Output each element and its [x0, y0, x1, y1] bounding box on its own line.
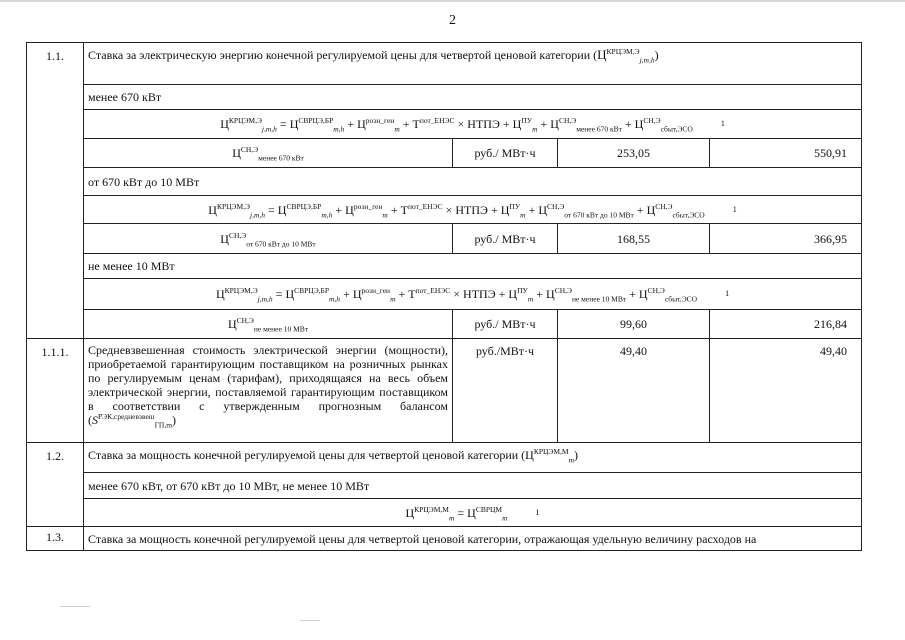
unit: руб./ МВт·ч	[453, 224, 558, 254]
row-title: Ставка за мощность конечной регулируемой цены для четвертой ценовой категории, отражающая удельную величину расходов на	[84, 527, 862, 551]
footnote-mark: 1	[732, 204, 737, 214]
formula	[84, 499, 862, 527]
value-1: 168,55	[558, 224, 710, 254]
component-symbol: $Ц^{СН,Э}_{от 670 кВт до 10 МВт}$	[84, 224, 453, 254]
price-symbol: Ц	[597, 47, 607, 62]
row-title: Ставка за мощность конечной регулируемой цены для четвертой ценовой категории $(Ц^{КРЦЭМ,М}_m)$	[84, 443, 862, 473]
value-2: 366,95	[710, 224, 862, 254]
symbol-subscript: j,m,h	[639, 55, 655, 65]
band-label-row	[27, 85, 862, 110]
tariff-table	[26, 42, 862, 551]
component-symbol: $Ц^{СН,Э}_{менее 670 кВт}$	[84, 139, 453, 168]
row-1-2	[27, 443, 862, 473]
band-label-row	[27, 473, 862, 499]
row-1-1-1	[27, 339, 862, 443]
value-row	[27, 310, 862, 339]
title-text: Ставка за электрическую энергию конечной регулируемой цены для четвертой ценовой категории (	[88, 48, 598, 62]
value-row	[27, 224, 862, 254]
formula-expression: $Ц^{КРЦЭМ,Э}_{j,m,h} = Ц^{СВРЦЭ,БР}_{m,h} + Ц^{розн\_ген}_m + Т^{пот\_ЕНЭС}$ × НТПЭ + $Ц^{ПУ}_m + Ц^{СН,Э}_{от 670 кВт до 10 МВт} + Ц^{СН,Э}_{сбыт,ЭСО}$	[208, 201, 705, 219]
formula	[84, 110, 862, 139]
title-text: Ставка за мощность конечной регулируемой цены для четвертой ценовой категории (	[88, 448, 526, 462]
balance-symbol: S	[92, 413, 98, 427]
footnote-mark: 1	[720, 119, 725, 128]
formula-row	[27, 196, 862, 224]
band-label: не менее 10 МВт	[84, 254, 862, 279]
value-2: 216,84	[710, 310, 862, 339]
formula-row	[27, 110, 862, 139]
value-row	[27, 139, 862, 168]
value-2: 49,40	[710, 339, 862, 443]
value-1: 253,05	[558, 139, 710, 168]
formula-row	[27, 499, 862, 527]
unit: руб./ МВт·ч	[453, 310, 558, 339]
band-label: менее 670 кВт	[84, 85, 862, 110]
unit: руб./ МВт·ч	[453, 139, 558, 168]
value-2: 550,91	[710, 139, 862, 168]
component-symbol: $Ц^{СН,Э}_{не менее 10 МВт}$	[84, 310, 453, 339]
formula	[84, 279, 862, 310]
formula-expression: $Ц^{КРЦЭМ,Э}_{j,m,h} = Ц^{СВРЦЭ,БР}_{m,h} + Ц^{розн\_ген}_m + Т^{пот\_ЕНЭС}$ × НТПЭ + $Ц^{ПУ}_m + Ц^{СН,Э}_{менее 670 кВт} + Ц^{СН,Э}_{сбыт,ЭСО}$	[220, 116, 693, 134]
scan-top-edge	[0, 0, 905, 2]
scan-artifact	[60, 606, 90, 607]
symbol-superscript: КРЦЭМ,Э	[606, 47, 640, 56]
value-1: 99,60	[558, 310, 710, 339]
formula-expression: $Ц^{КРЦЭМ,Э}_{j,m,h} = Ц^{СВРЦЭ,БР}_{m,h} + Ц^{розн\_ген}_m + Т^{пот\_ЕНЭС}$ × НТПЭ + $Ц^{ПУ}_m + Ц^{СН,Э}_{не менее 10 МВт} + Ц^{СН,Э}_{сбыт,ЭСО}$	[215, 286, 698, 304]
row-number: 1.1.1.	[27, 339, 84, 443]
unit: руб./МВт·ч	[453, 339, 558, 443]
footnote-mark: 1	[535, 507, 540, 517]
description-text: Средневзвешенная стоимость электрической энергии (мощности), приобретаемой гарантирующим поставщиком на розничных рынках по регулируемым ценам (тарифам), приходящаяся на весь объем электрической энергии, поставляемой гарантирующим поставщиком в соответствии с утвержденным прогнозным балансом (	[88, 343, 448, 427]
band-label-row	[27, 168, 862, 196]
footnote-mark: 1	[725, 289, 730, 298]
formula-row	[27, 279, 862, 310]
formula-expression: $Ц^{КРЦЭМ,М}_m = Ц^{СВРЦМ}_m$	[405, 504, 508, 522]
value-1: 49,40	[558, 339, 710, 443]
formula	[84, 196, 862, 224]
row-1-3	[27, 527, 862, 551]
row-1-1	[27, 43, 862, 85]
row-title: Ставка за электрическую энергию конечной регулируемой цены для четвертой ценовой категории $(Ц^{КРЦЭМ,Э}_{j,m,h})$	[84, 43, 862, 85]
page-number: 2	[449, 13, 456, 28]
band-label-row	[27, 254, 862, 279]
row-number: 1.3.	[27, 527, 84, 551]
scan-artifact	[300, 620, 320, 621]
band-label: менее 670 кВт, от 670 кВт до 10 МВт, не менее 10 МВт	[84, 473, 862, 499]
row-number: 1.2.	[27, 443, 84, 527]
row-number: 1.1.	[27, 43, 84, 339]
row-description: Средневзвешенная стоимость электрической энергии (мощности), приобретаемой гарантирующим поставщиком на розничных рынках по регулируемым ценам (тарифам), приходящаяся на весь объем электрической энергии, поставляемой гарантирующим поставщиком в соответствии с утвержденным прогнозным балансом $(S^{РЭК,средневзвеш}_{ГП,m})$	[84, 339, 453, 443]
band-label: от 670 кВт до 10 МВт	[84, 168, 862, 196]
